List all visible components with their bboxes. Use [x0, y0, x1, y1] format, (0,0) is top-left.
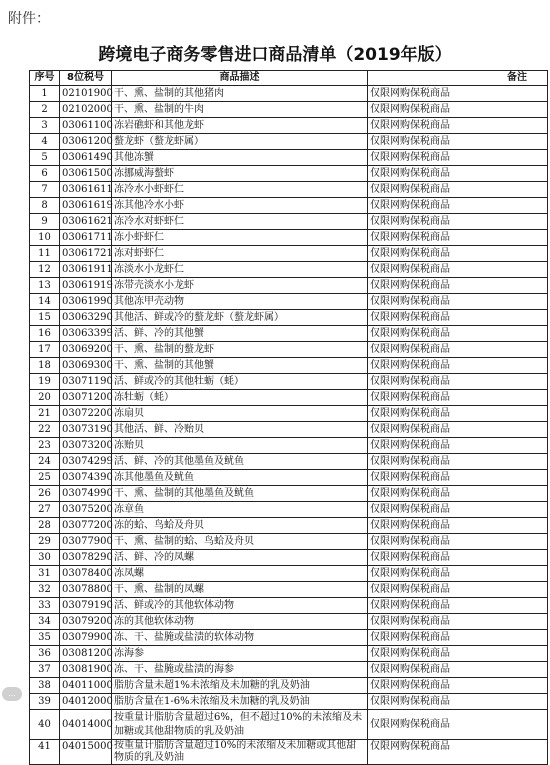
remark: 仅限网购保税商品 [368, 630, 548, 646]
row-number: 35 [30, 630, 60, 646]
product-description: 冻小虾虾仁 [112, 230, 368, 246]
row-number: 16 [30, 326, 60, 342]
remark: 仅限网购保税商品 [368, 740, 548, 765]
row-number: 37 [30, 662, 60, 678]
table-row [30, 438, 548, 454]
row-number: 6 [30, 166, 60, 182]
table-row [30, 214, 548, 230]
tariff-code: 03079900 [60, 630, 112, 646]
attachment-label: 附件： [8, 11, 50, 27]
row-number: 23 [30, 438, 60, 454]
product-description: 按重量计脂肪含量超过6%，但不超过10%的未浓缩及未加糖或其他甜物质的乳及奶油 [112, 710, 368, 740]
remark: 仅限网购保税商品 [368, 678, 548, 694]
tariff-code: 03061911 [60, 262, 112, 278]
tariff-code: 03061919 [60, 278, 112, 294]
remark: 仅限网购保税商品 [368, 598, 548, 614]
table-row [30, 582, 548, 598]
row-number: 41 [30, 740, 60, 765]
remark: 仅限网购保税商品 [368, 614, 548, 630]
row-number: 31 [30, 566, 60, 582]
product-description: 干、熏、盐制的凤螺 [112, 582, 368, 598]
product-description: 活、鲜、冷的其他墨鱼及鱿鱼 [112, 454, 368, 470]
remark: 仅限网购保税商品 [368, 374, 548, 390]
remark: 仅限网购保税商品 [368, 278, 548, 294]
tariff-code: 03069200 [60, 342, 112, 358]
tariff-code: 03061711 [60, 230, 112, 246]
product-description: 活、鲜或冷的其他软体动物 [112, 598, 368, 614]
remark: 仅限网购保税商品 [368, 326, 548, 342]
tariff-code: 03061619 [60, 198, 112, 214]
tariff-code: 03081900 [60, 662, 112, 678]
row-number: 20 [30, 390, 60, 406]
row-number: 39 [30, 694, 60, 710]
tariff-code: 03071190 [60, 374, 112, 390]
remark: 仅限网购保税商品 [368, 358, 548, 374]
table-row [30, 422, 548, 438]
table-row [30, 278, 548, 294]
product-description: 冻带壳淡水小龙虾 [112, 278, 368, 294]
remark: 仅限网购保税商品 [368, 438, 548, 454]
column-header-number: 序号 [30, 71, 60, 86]
product-description: 冻、干、盐腌或盐渍的海参 [112, 662, 368, 678]
product-description: 冻冷水小虾虾仁 [112, 182, 368, 198]
table-row [30, 86, 548, 102]
table-row [30, 406, 548, 422]
remark: 仅限网购保税商品 [368, 454, 548, 470]
tariff-code: 03063290 [60, 310, 112, 326]
product-description: 冻的其他软体动物 [112, 614, 368, 630]
table-row [30, 534, 548, 550]
remark: 仅限网购保税商品 [368, 582, 548, 598]
row-number: 36 [30, 646, 60, 662]
tariff-code: 03073190 [60, 422, 112, 438]
product-description: 冻扇贝 [112, 406, 368, 422]
table-row [30, 518, 548, 534]
tariff-code: 03081200 [60, 646, 112, 662]
product-description: 其他冻蟹 [112, 150, 368, 166]
row-number: 40 [30, 710, 60, 740]
table-row [30, 294, 548, 310]
row-number: 34 [30, 614, 60, 630]
product-description: 冻贻贝 [112, 438, 368, 454]
remark: 仅限网购保税商品 [368, 518, 548, 534]
product-description: 干、熏、盐制的其他蟹 [112, 358, 368, 374]
tariff-code: 03061100 [60, 118, 112, 134]
row-number: 18 [30, 358, 60, 374]
product-description: 干、熏、盐制的其他猪肉 [112, 86, 368, 102]
table-row [30, 310, 548, 326]
remark: 仅限网购保税商品 [368, 406, 548, 422]
tariff-code: 03072200 [60, 406, 112, 422]
table-row [30, 662, 548, 678]
table-row [30, 646, 548, 662]
watermark-badge: ... [2, 687, 22, 701]
tariff-code: 02102000 [60, 102, 112, 118]
table-row [30, 166, 548, 182]
tariff-code: 03074990 [60, 486, 112, 502]
tariff-code: 04014000 [60, 710, 112, 740]
row-number: 24 [30, 454, 60, 470]
row-number: 30 [30, 550, 60, 566]
table-row [30, 566, 548, 582]
tariff-code: 03073200 [60, 438, 112, 454]
tariff-code: 03078290 [60, 550, 112, 566]
table-row [30, 502, 548, 518]
product-description: 干、熏、盐制的其他墨鱼及鱿鱼 [112, 486, 368, 502]
tariff-code: 03078800 [60, 582, 112, 598]
product-description: 脂肪含量未超1%未浓缩及未加糖的乳及奶油 [112, 678, 368, 694]
remark: 仅限网购保税商品 [368, 390, 548, 406]
tariff-code: 02101900 [60, 86, 112, 102]
remark: 仅限网购保税商品 [368, 502, 548, 518]
row-number: 8 [30, 198, 60, 214]
table-row [30, 102, 548, 118]
row-number: 33 [30, 598, 60, 614]
remark: 仅限网购保税商品 [368, 246, 548, 262]
table-row [30, 150, 548, 166]
remark: 仅限网购保税商品 [368, 230, 548, 246]
remark: 仅限网购保税商品 [368, 86, 548, 102]
remark: 仅限网购保税商品 [368, 566, 548, 582]
remark: 仅限网购保税商品 [368, 102, 548, 118]
table-row [30, 262, 548, 278]
table-row [30, 134, 548, 150]
row-number: 3 [30, 118, 60, 134]
table-row [30, 454, 548, 470]
tariff-code: 03061721 [60, 246, 112, 262]
document-title: 跨境电子商务零售进口商品清单（2019年版） [98, 45, 452, 65]
remark: 仅限网购保税商品 [368, 118, 548, 134]
row-number: 32 [30, 582, 60, 598]
table-row [30, 358, 548, 374]
table-header-row [30, 71, 548, 86]
product-description: 其他冻甲壳动物 [112, 294, 368, 310]
table-row [30, 198, 548, 214]
product-description: 冻的蛤、鸟蛤及舟贝 [112, 518, 368, 534]
product-description: 冻其他冷水小虾 [112, 198, 368, 214]
product-description: 活、鲜、冷的其他蟹 [112, 326, 368, 342]
remark: 仅限网购保税商品 [368, 182, 548, 198]
product-description: 活、鲜或冷的其他牡蛎（蚝） [112, 374, 368, 390]
row-number: 4 [30, 134, 60, 150]
product-description: 冻凤螺 [112, 566, 368, 582]
table-row [30, 326, 548, 342]
row-number: 13 [30, 278, 60, 294]
remark: 仅限网购保税商品 [368, 134, 548, 150]
tariff-code: 03074390 [60, 470, 112, 486]
remark: 仅限网购保税商品 [368, 198, 548, 214]
table-row [30, 678, 548, 694]
remark: 仅限网购保税商品 [368, 150, 548, 166]
row-number: 11 [30, 246, 60, 262]
table-row [30, 342, 548, 358]
column-header-description: 商品描述 [112, 71, 368, 86]
row-number: 19 [30, 374, 60, 390]
row-number: 10 [30, 230, 60, 246]
remark: 仅限网购保税商品 [368, 214, 548, 230]
product-description: 冻对虾虾仁 [112, 246, 368, 262]
tariff-code: 03079200 [60, 614, 112, 630]
table-row [30, 230, 548, 246]
product-description: 其他活、鲜、冷贻贝 [112, 422, 368, 438]
tariff-code: 03061200 [60, 134, 112, 150]
row-number: 9 [30, 214, 60, 230]
table-row [30, 374, 548, 390]
tariff-code: 04011000 [60, 678, 112, 694]
row-number: 1 [30, 86, 60, 102]
remark: 仅限网购保税商品 [368, 710, 548, 740]
table-row [30, 390, 548, 406]
product-description: 冻岩礁虾和其他龙虾 [112, 118, 368, 134]
product-description: 冻海参 [112, 646, 368, 662]
row-number: 21 [30, 406, 60, 422]
product-description: 螯龙虾（螯龙虾属） [112, 134, 368, 150]
tariff-code: 03069300 [60, 358, 112, 374]
tariff-code: 03078400 [60, 566, 112, 582]
tariff-code: 03061990 [60, 294, 112, 310]
column-header-remarks: 备注 [368, 71, 548, 86]
row-number: 7 [30, 182, 60, 198]
remark: 仅限网购保税商品 [368, 486, 548, 502]
tariff-code: 03077200 [60, 518, 112, 534]
table-row [30, 630, 548, 646]
row-number: 17 [30, 342, 60, 358]
product-description: 活、鲜、冷的凤螺 [112, 550, 368, 566]
remark: 仅限网购保税商品 [368, 166, 548, 182]
row-number: 28 [30, 518, 60, 534]
row-number: 22 [30, 422, 60, 438]
table-row [30, 740, 548, 765]
row-number: 38 [30, 678, 60, 694]
remark: 仅限网购保税商品 [368, 694, 548, 710]
row-number: 12 [30, 262, 60, 278]
tariff-code: 04015000 [60, 740, 112, 765]
remark: 仅限网购保税商品 [368, 550, 548, 566]
row-number: 25 [30, 470, 60, 486]
table-row [30, 710, 548, 740]
product-list-table [29, 70, 548, 765]
remark: 仅限网购保税商品 [368, 534, 548, 550]
product-description: 干、熏、盐制的蛤、鸟蛤及舟贝 [112, 534, 368, 550]
table-row [30, 598, 548, 614]
row-number: 5 [30, 150, 60, 166]
remark: 仅限网购保税商品 [368, 262, 548, 278]
tariff-code: 03077900 [60, 534, 112, 550]
product-description: 冻冷水对虾虾仁 [112, 214, 368, 230]
product-description: 冻挪威海螯虾 [112, 166, 368, 182]
product-description: 冻淡水小龙虾仁 [112, 262, 368, 278]
product-description: 其他活、鲜或冷的螯龙虾（螯龙虾属） [112, 310, 368, 326]
product-description: 脂肪含量在1-6%未浓缩及未加糖的乳及奶油 [112, 694, 368, 710]
row-number: 27 [30, 502, 60, 518]
product-description: 冻其他墨鱼及鱿鱼 [112, 470, 368, 486]
table-row [30, 470, 548, 486]
remark: 仅限网购保税商品 [368, 342, 548, 358]
row-number: 26 [30, 486, 60, 502]
product-description: 冻章鱼 [112, 502, 368, 518]
table-row [30, 118, 548, 134]
table-row [30, 694, 548, 710]
row-number: 15 [30, 310, 60, 326]
remark: 仅限网购保税商品 [368, 470, 548, 486]
row-number: 2 [30, 102, 60, 118]
table-row [30, 486, 548, 502]
remark: 仅限网购保税商品 [368, 294, 548, 310]
row-number: 14 [30, 294, 60, 310]
table-row [30, 550, 548, 566]
tariff-code: 04012000 [60, 694, 112, 710]
column-header-tariff-code: 8位税号 [60, 71, 112, 86]
tariff-code: 03061490 [60, 150, 112, 166]
row-number: 29 [30, 534, 60, 550]
tariff-code: 03061611 [60, 182, 112, 198]
table-body [30, 86, 548, 765]
product-description: 按重量计脂肪含量超过10%的未浓缩及未加糖或其他甜物质的乳及奶油 [112, 740, 368, 765]
table-row [30, 614, 548, 630]
tariff-code: 03071200 [60, 390, 112, 406]
remark: 仅限网购保税商品 [368, 646, 548, 662]
remark: 仅限网购保税商品 [368, 662, 548, 678]
remark: 仅限网购保税商品 [368, 422, 548, 438]
remark: 仅限网购保税商品 [368, 310, 548, 326]
tariff-code: 03063399 [60, 326, 112, 342]
product-description: 干、熏、盐制的螯龙虾 [112, 342, 368, 358]
tariff-code: 03079190 [60, 598, 112, 614]
tariff-code: 03061500 [60, 166, 112, 182]
product-description: 冻牡蛎（蚝） [112, 390, 368, 406]
product-description: 冻、干、盐腌或盐渍的软体动物 [112, 630, 368, 646]
tariff-code: 03075200 [60, 502, 112, 518]
tariff-code: 03074299 [60, 454, 112, 470]
table-row [30, 246, 548, 262]
product-description: 干、熏、盐制的牛肉 [112, 102, 368, 118]
tariff-code: 03061621 [60, 214, 112, 230]
table-row [30, 182, 548, 198]
